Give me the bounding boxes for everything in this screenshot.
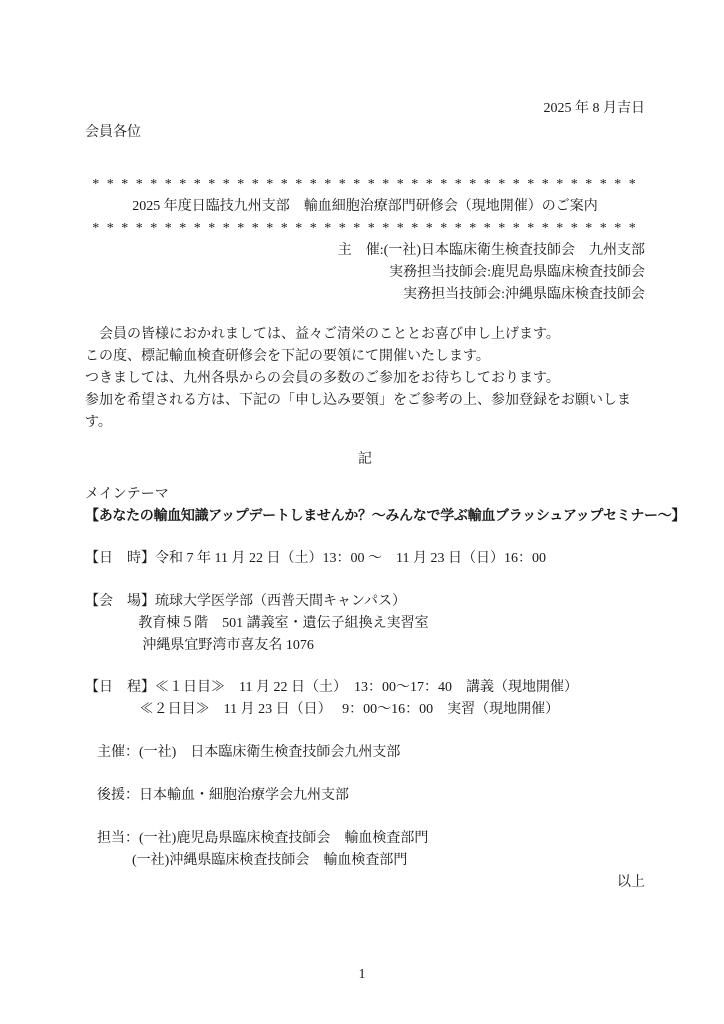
document-date: 2025 年 8 月吉日 bbox=[543, 101, 645, 116]
charge-line-1: 担当：(一社)鹿児島県臨床検査技師会 輸血検査部門 bbox=[97, 831, 429, 846]
supporting-organization: 後援：日本輸血・細胞治療学会九州支部 bbox=[97, 788, 349, 803]
closing-marker: 以上 bbox=[617, 875, 645, 890]
main-theme-label: メインテーマ bbox=[85, 487, 169, 502]
organizer-staff-okinawa: 実務担当技師会:沖縄県臨床検査技師会 bbox=[403, 287, 645, 302]
organizer-staff-kagoshima: 実務担当技師会:鹿児島県臨床検査技師会 bbox=[389, 265, 645, 280]
schedule-block bbox=[85, 677, 645, 721]
title-block bbox=[85, 174, 645, 240]
greeting-line-1: 会員の皆様におかれましては、益々ご清栄のこととお喜び申し上げます。 bbox=[85, 327, 560, 342]
record-marker: 記 bbox=[358, 452, 372, 467]
host-organization: 主催：(一社) 日本臨床衛生検査技師会九州支部 bbox=[97, 745, 401, 760]
venue-block bbox=[85, 591, 645, 657]
venue-line-3: 沖縄県宜野湾市喜友名 1076 bbox=[142, 638, 314, 653]
venue-line-2: 教育棟５階 501 講義室・遺伝子組換え実習室 bbox=[138, 616, 429, 631]
organizer-block bbox=[85, 240, 645, 306]
salutation: 会員各位 bbox=[85, 125, 141, 140]
greeting-line-4: 参加を希望される方は、下記の「申し込み要領」をご参考の上、参加登録をお願いします。 bbox=[85, 393, 631, 430]
greeting-line-3: つきましては、九州各県からの会員の多数のご参加をお待ちしております。 bbox=[85, 371, 560, 386]
charge-block bbox=[85, 828, 645, 872]
main-theme-title: 【あなたの輸血知識アップデートしませんか？～みんなで学ぶ輸血ブラッシュアップセミナー～】 bbox=[85, 509, 686, 524]
schedule-day-2: ≪２日目≫ 11 月 23 日（日） 9：00～16：00 実習（現地開催） bbox=[139, 702, 560, 717]
document-title: 2025 年度日臨技九州支部 輸血細胞治療部門研修会（現地開催）のご案内 bbox=[132, 199, 598, 214]
charge-line-2: (一社)沖縄県臨床検査技師会 輸血検査部門 bbox=[132, 853, 408, 868]
organizer-host: 主 催:(一社)日本臨床衛生検査技師会 九州支部 bbox=[337, 243, 645, 258]
asterisk-divider-top: * * * * * * * * * * * * * * * * * * * * * * * * * * * * * * * * * * * * * * bbox=[92, 177, 638, 192]
schedule-day-1: 【日 程】≪１日目≫ 11 月 22 日（土） 13：00～17：40 講義（現地開催） bbox=[85, 680, 578, 695]
venue-line-1: 【会 場】琉球大学医学部（西普天間キャンパス） bbox=[85, 594, 407, 609]
page-number: 1 bbox=[358, 967, 366, 982]
event-datetime: 【日 時】令和 7 年 11 月 22 日（土）13：00 ～ 11 月 23 日（日）16：00 bbox=[85, 551, 546, 566]
greeting-paragraph bbox=[85, 324, 645, 434]
greeting-line-2: この度、標記輸血検査研修会を下記の要領にて開催いたします。 bbox=[85, 349, 490, 364]
asterisk-divider-bottom: * * * * * * * * * * * * * * * * * * * * * * * * * * * * * * * * * * * * * * bbox=[92, 221, 638, 236]
